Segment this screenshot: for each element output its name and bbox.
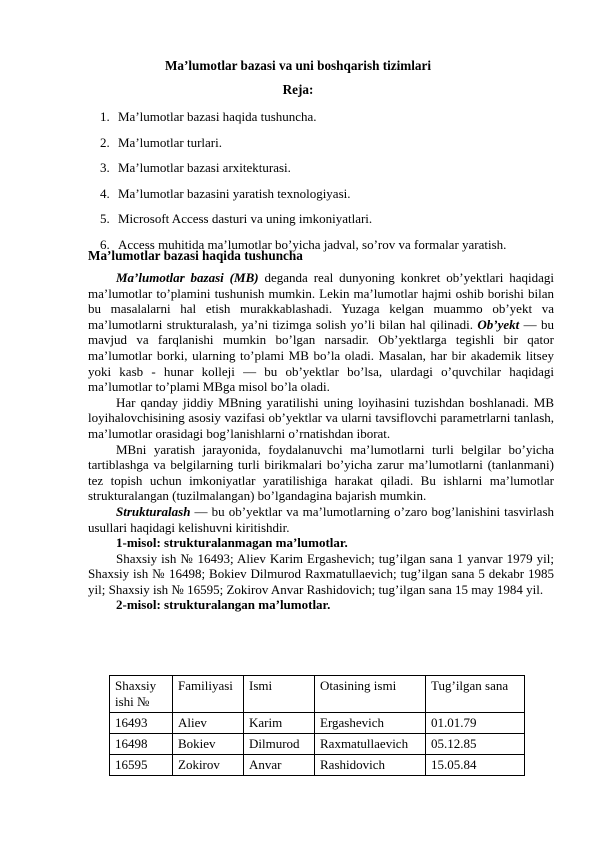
paragraph: Har qanday jiddiy MBning yaratilishi uning loyihasini tuzishdan boshlanadi. MB loyihalovchisining asosiy vazifasi ob’yektlar va ularni tavsiflovchi parametrlarni tanlash, ma’lumotlar orasidagi bog’lanishlarni o’rnatishdan iborat. (88, 394, 554, 441)
paragraph: MBni yaratish jarayonida, foydalanuvchi ma’lumotlarni turli belgilar bo’yicha tartiblashga va belgilarning turli birikmalari bo’yicha zarur ma’lumotlarni (tanlanmani) tez topish uchun imkoniyatlar yaratilishiga harakat qiladi. Bu ishlarni ma’lumotlar strukturalangan (tuzilmalangan) bo’lgandagina bajarish mumkin. (88, 441, 554, 504)
plan-heading: Reja: (282, 82, 314, 97)
plan-item: 6. Access muhitida ma’lumotlar bo’yicha jadval, so’rov va formalar yaratish. (100, 236, 507, 252)
term-obyekt: Ob’yekt (477, 316, 520, 332)
table-cell: 05.12.85 (426, 734, 525, 755)
table-header-row (110, 676, 525, 713)
table-cell: 16595 (110, 755, 173, 776)
plan-item: 5. Microsoft Access dasturi va uning imkoniyatlari. (100, 211, 373, 227)
table-header-cell: Shaxsiy ishi № (110, 676, 173, 713)
table-cell: Anvar (244, 755, 315, 776)
paragraph: Ma’lumotlar bazasi (MB) deganda real dunyoning konkret ob’yektlari haqidagi ma’lumotlar to’plamini tushunish mumkin. Lekin ma’lumotlar hajmi oshib borishi bilan bu masalalarni hal etish murakkablashadi. Yuzaga kelgan muammo ob’yekt va ma’lumotlarni strukturalash, ya’ni tizimga solish yo’li bilan hal qilinadi. Ob’yekt — bu mavjud va farqlanishi mumkin bo’lgan narsadir. Ob’yektlarga tegishli bir qator ma’lumotlar borki, ularning to’plami MB bo’la oladi. Masalan, har bir akademik litsey yoki kasb - hunar kolleji — bu ob’yektlar bo’lsa, ulardagi o’quvchilar haqidagi ma’lumotlar to’plami MBga misol bo’la oladi. (88, 270, 554, 395)
table-row (110, 755, 525, 776)
term-strukturalash: Strukturalash (116, 503, 191, 519)
table-cell: 16498 (110, 734, 173, 755)
term-mb: Ma’lumotlar bazasi (MB) (116, 270, 259, 285)
table-cell: Dilmurod (244, 734, 315, 755)
table-cell: 16493 (110, 713, 173, 734)
table-header-cell: Otasining ismi (315, 676, 426, 713)
plan-list (100, 104, 506, 258)
plan-item: 2. Ma’lumotlar turlari. (100, 134, 222, 150)
table-cell: Rashidovich (315, 755, 426, 776)
table-cell: Bokiev (173, 734, 244, 755)
table-cell: Ergashevich (315, 713, 426, 734)
example-1-text: Shaxsiy ish № 16493; Aliev Karim Ergashevich; tug’ilgan sana 1 yanvar 1979 yil; Shaxsiy ish № 16498; Bokiev Dilmurod Raxmatullaevich; tug’ilgan sana 5 dekabr 1985 yil; Shaxsiy ish № 16595; Zokirov Anvar Rashidovich; tug’ilgan sana 15 may 1984 yil. (88, 550, 554, 597)
body-text (88, 270, 554, 613)
table-cell: Aliev (173, 713, 244, 734)
example-1-heading: 1-misol: strukturalanmagan ma’lumotlar. (116, 535, 348, 551)
table-row (110, 734, 525, 755)
paragraph: Strukturalash — bu ob’yektlar va ma’lumotlarning o’zaro bog’lanishini tasvirlash usullari haqidagi kelishuvni kiritishdir. (88, 503, 554, 535)
table-header-cell: Familiyasi (173, 676, 244, 713)
table-cell: 15.05.84 (426, 755, 525, 776)
plan-item: 1. Ma’lumotlar bazasi haqida tushuncha. (100, 109, 317, 124)
table-cell: Raxmatullaevich (315, 734, 426, 755)
table-cell: 01.01.79 (426, 713, 525, 734)
document-title: Ma’lumotlar bazasi va uni boshqarish tizimlari (164, 58, 432, 73)
table-header-cell: Tug’ilgan sana (426, 676, 525, 713)
plan-item: 4. Ma’lumotlar bazasini yaratish texnologiyasi. (100, 185, 351, 201)
table-header-cell: Ismi (244, 676, 315, 713)
plan-item: 3. Ma’lumotlar bazasi arxitekturasi. (100, 160, 291, 176)
table-cell: Karim (244, 713, 315, 734)
section-heading: Ma’lumotlar bazasi haqida tushuncha (88, 248, 303, 263)
table-row (110, 713, 525, 734)
structured-data-table (109, 675, 525, 776)
example-2-heading: 2-misol: strukturalangan ma’lumotlar. (116, 597, 331, 613)
table-cell: Zokirov (173, 755, 244, 776)
